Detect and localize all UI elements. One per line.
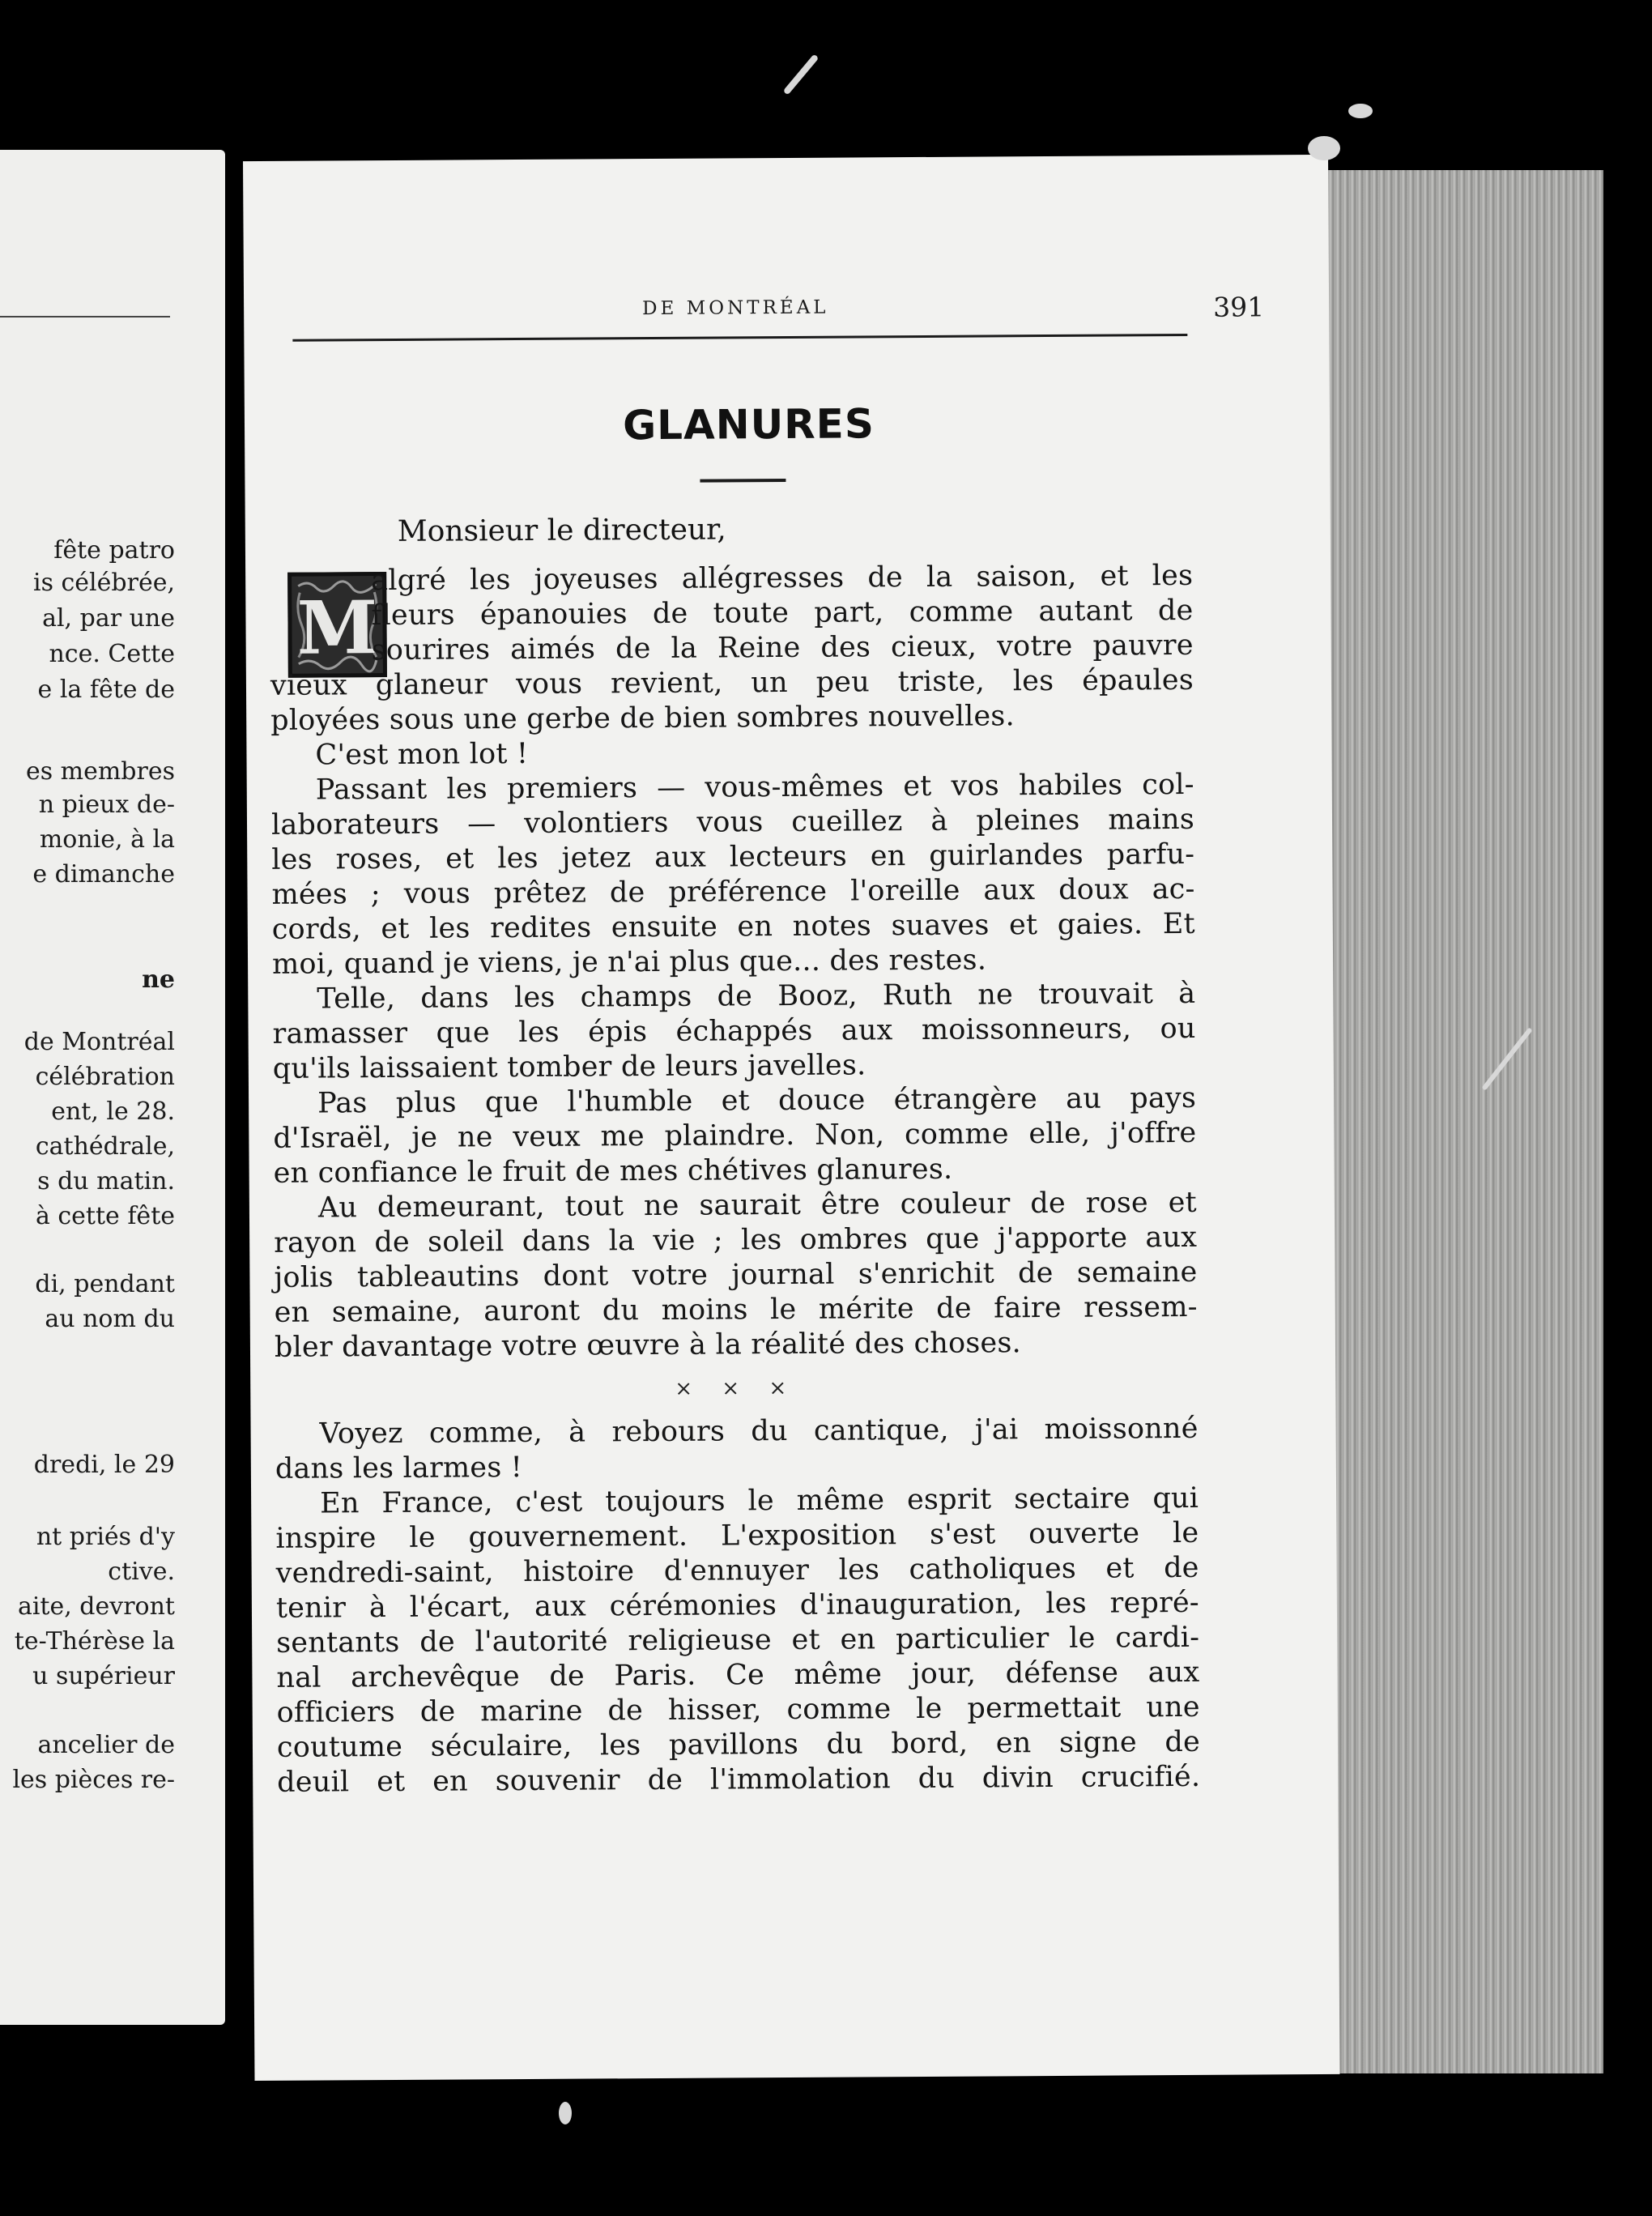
text-line: coutume séculaire, les pavillons du bord, en signe de (276, 1725, 1201, 1764)
text-line: ployées sous une gerbe de bien sombres nouvelles. (270, 700, 1015, 737)
text-line: moi, quand je viens, je n'ai plus que... des restes. (271, 944, 987, 981)
left-page-fragment: au nom du (45, 1305, 175, 1333)
dust-speck (559, 2102, 572, 2124)
text-line: algré les joyeuses allégresses de la saison, et les (371, 559, 1194, 598)
left-page-fragment: n pieux de- (38, 791, 175, 819)
text-line: mées ; vous prêtez de préférence l'oreille aux doux ac- (271, 872, 1195, 911)
left-page-fragment: célébration (35, 1063, 175, 1091)
text-line: fleurs épanouies de toute part, comme autant de (371, 594, 1194, 633)
left-page-fragment: es membres (25, 757, 175, 786)
text-line: Pas plus que l'humble et douce étrangère au pays (317, 1081, 1197, 1120)
text-line: sourires aimés de la Reine des cieux, votre pauvre (371, 629, 1194, 667)
dust-speck (783, 53, 820, 95)
main-page (243, 155, 1339, 2081)
text-line: vieux glaneur vous revient, un peu triste, les épaules (270, 663, 1194, 702)
text-line: C'est mon lot ! (315, 737, 529, 772)
text-line: ramasser que les épis échappés aux moissonneurs, ou (272, 1012, 1196, 1050)
running-head (244, 291, 1329, 333)
text-line: rayon de soleil dans la vie ; les ombres que j'apporte aux (274, 1221, 1198, 1259)
text-line: nal archevêque de Paris. Ce même jour, défense aux (276, 1656, 1200, 1694)
left-page-rule (0, 316, 170, 317)
section-separator: × × × (675, 1375, 798, 1401)
article-title: GLANURES (622, 400, 875, 450)
left-page-fragment: ancelier de (37, 1731, 175, 1759)
text-line: laborateurs — volontiers vous cueillez à pleines mains (270, 803, 1195, 842)
left-page-fragment: à cette fête (35, 1202, 175, 1230)
left-page-fragment: nt priés d'y (36, 1523, 175, 1551)
text-line: Telle, dans les champs de Booz, Ruth ne trouvait à (317, 977, 1196, 1016)
left-page-fragment: de Montréal (23, 1028, 175, 1056)
title-rule (700, 479, 786, 483)
text-line: vendredi-saint, histoire d'ennuyer les catholiques et de (275, 1551, 1199, 1590)
left-page-fragment: ne (142, 965, 175, 994)
text-line: officiers de marine de hisser, comme le permettait une (276, 1690, 1200, 1729)
left-page-fragment: aite, devront (17, 1592, 175, 1621)
left-page-fragment: les pièces re- (12, 1766, 175, 1794)
text-line: qu'ils laissaient tomber de leurs javelles. (272, 1049, 866, 1085)
text-line: tenir à l'écart, aux cérémonies d'inauguration, les repré- (275, 1586, 1200, 1625)
left-page-fragment: u supérieur (32, 1662, 175, 1690)
left-page-fragment: ent, le 28. (51, 1097, 175, 1126)
left-page-fragment: nce. Cette (49, 640, 175, 668)
left-page-fragment: cathédrale, (35, 1132, 175, 1161)
page-number: 391 (1213, 291, 1265, 323)
left-page-fragment: fête patro (53, 536, 175, 565)
text-line: jolis tableautins dont votre journal s'enrichit de semaine (274, 1255, 1198, 1294)
article-body (270, 559, 1200, 1800)
text-line: cords, et les redites ensuite en notes suaves et gaies. Et (271, 907, 1195, 946)
text-line: Passant les premiers — vous-mêmes et vos habiles col- (315, 768, 1194, 807)
text-line: d'Israël, je ne veux me plaindre. Non, comme elle, j'offre (273, 1116, 1197, 1155)
text-line: inspire le gouvernement. L'exposition s'est ouverte le (275, 1516, 1199, 1555)
text-line: sentants de l'autorité religieuse et en particulier le cardi- (276, 1621, 1200, 1660)
book-fore-edge (1328, 170, 1603, 2073)
article-body-part1 (270, 559, 1198, 1366)
dust-speck (1348, 104, 1373, 118)
salutation: Monsieur le directeur, (397, 513, 726, 548)
running-head-title: DE MONTRÉAL (642, 296, 829, 320)
text-line: En France, c'est toujours le même esprit sectaire qui (320, 1481, 1199, 1520)
left-page-fragment: e la fête de (37, 675, 175, 704)
left-page (0, 150, 225, 2025)
left-page-fragment: dredi, le 29 (33, 1451, 175, 1479)
text-line: Voyez comme, à rebours du cantique, j'ai moissonné (319, 1412, 1199, 1451)
left-page-fragment: te-Thérèse la (14, 1627, 175, 1656)
left-page-fragment: di, pendant (35, 1270, 175, 1298)
left-page-fragment: s du matin. (37, 1167, 175, 1195)
text-line: bler davantage votre œuvre à la réalité des choses. (274, 1327, 1022, 1364)
left-page-fragment: monie, à la (39, 825, 175, 854)
left-page-fragment: ctive. (108, 1558, 175, 1586)
text-line: deuil et en souvenir de l'immolation du divin crucifié. (277, 1760, 1201, 1799)
header-rule (292, 334, 1187, 342)
text-line: Au demeurant, tout ne saurait être couleur de rose et (317, 1186, 1198, 1225)
left-page-fragment: is célébrée, (32, 569, 175, 597)
left-page-fragment: e dimanche (32, 860, 175, 889)
text-line: en confiance le fruit de mes chétives glanures. (273, 1153, 953, 1190)
dropcap-letter: M (296, 585, 378, 671)
dust-speck (1308, 136, 1340, 160)
text-line: les roses, et les jetez aux lecteurs en guirlandes parfu- (271, 837, 1195, 876)
article-body-part2 (275, 1412, 1200, 1800)
text-line: dans les larmes ! (275, 1451, 523, 1485)
text-line: en semaine, auront du moins le mérite de faire ressem- (274, 1290, 1198, 1329)
left-page-fragment: al, par une (42, 604, 175, 633)
